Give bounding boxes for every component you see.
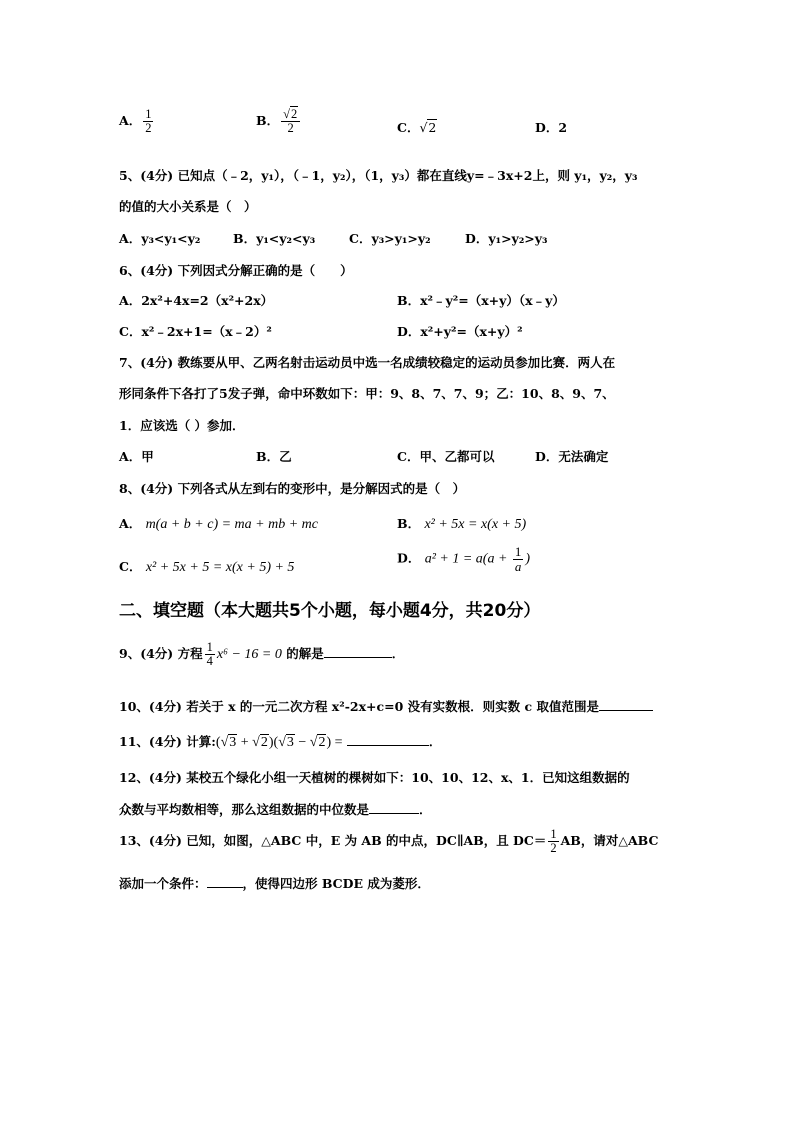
section-heading-fill-in: 二、填空题（本大题共5个小题，每小题4分，共20分） [119,601,541,621]
q12-answer-blank [369,801,419,814]
q5-number: 5、(4分) [119,168,174,183]
q13-line2: 添加一个条件： ，使得四边形 BCDE 成为菱形． [119,876,430,891]
q10-number: 10、(4分) [119,699,182,714]
q7-number: 7、(4分) [119,355,174,370]
q7-option-c: C．甲、乙都可以 [397,449,495,464]
q4-option-b: B． $\frac{√2}{2}$ [256,108,302,135]
q13-answer-blank [207,875,243,888]
q7-line1: 7、(4分) 教练要从甲、乙两名射击运动员中选一名成绩较稳定的运动员参加比赛．两人在 [119,355,616,370]
q11-answer-blank [347,733,429,746]
q6-option-b: B．x²﹣y²=（x+y）（x﹣y） [397,293,565,308]
q8-option-c: C． x² + 5x + 5 = x(x + 5) + 5 [119,559,295,575]
q5-option-a: A．y₃<y₁<y₂ [119,231,201,246]
q7-option-a: A．甲 [119,449,154,464]
q10-answer-blank [599,698,653,711]
q5-option-d: D．y₁>y₂>y₃ [465,231,548,246]
q4-options [119,108,155,135]
q9-fraction: $\frac{1}{4}$ [206,640,213,669]
q4-option-c: C．√2 [397,120,437,135]
q8-option-b: B． x² + 5x = x(x + 5) [397,516,527,532]
q6-option-d: D．x²+y²=（x+y）² [397,324,523,339]
q9-answer-blank [324,645,392,658]
q11-number: 11、(4分) [119,734,182,749]
q11-line: 11、(4分) 计算:(√3 + √2)(√3 − √2) = ． [119,734,442,750]
q4-option-a-label: A． [119,113,142,129]
q4-option-a-fraction: $\frac{1}{2}$ [145,107,152,136]
q7-option-d: D．无法确定 [535,449,609,464]
q13-number: 13、(4分) [119,833,182,849]
q12-number: 12、(4分) [119,770,182,785]
q6-stem: 6、(4分) 下列因式分解正确的是（ ） [119,263,353,278]
q8-number: 8、(4分) [119,481,174,496]
q8-option-a: A． m(a + b + c) = ma + mb + mc [119,516,318,532]
q4-option-d: D．2 [535,120,568,135]
q8-option-d-fraction: $\frac{1}{a}$ [514,544,522,574]
q9-equation: x⁶ − 16 = 0 [216,647,282,663]
q5-line1: 5、(4分) 已知点（﹣2，y₁），（﹣1，y₂），（1，y₃）都在直线y=﹣3x+2上，则 y₁，y₂，y₃ [119,168,638,183]
q8-option-a-expression: m(a + b + c) = ma + mb + mc [145,517,318,532]
q8-option-b-expression: x² + 5x = x(x + 5) [424,517,527,532]
q7-line3: 1．应该选（ ）参加． [119,418,245,433]
q8-option-d-expression: a² + 1 = a(a + [424,551,511,567]
q8-stem: 8、(4分) 下列各式从左到右的变形中，是分解因式的是（ ） [119,481,466,496]
q12-line2: 众数与平均数相等，那么这组数据的中位数是 ． [119,802,432,817]
q6-number: 6、(4分) [119,263,174,278]
q13-line1: 13、(4分) 已知，如图，△ABC 中，E 为 AB 的中点，DC∥AB，且 DC＝ $\frac{1}{2}$ AB，请对△ABC [119,827,659,856]
q4-option-b-fraction: $\frac{√2}{2}$ [281,108,300,135]
q6-option-c: C．x²﹣2x+1=（x﹣2）² [119,324,272,339]
q6-option-a: A．2x²+4x=2（x²+2x） [119,293,274,308]
q12-line1: 12、(4分) 某校五个绿化小组一天植树的棵树如下：10、10、12、x、1．已知这组数据的 [119,770,630,785]
q5-option-b: B．y₁<y₂<y₃ [233,231,316,246]
q11-expression: (√3 + √2)(√3 − √2) = [215,735,343,750]
q5-line2: 的值的大小关系是（ ） [119,199,257,214]
q10-line: 10、(4分) 若关于 x 的一元二次方程 x²-2x+c=0 没有实数根．则实数 c 取值范围是 [119,697,653,715]
q9-line: 9、(4分) 方程 $\frac{1}{4}$ x⁶ − 16 = 0 的解是 ． [119,640,405,669]
q8-option-c-expression: x² + 5x + 5 = x(x + 5) + 5 [145,560,295,575]
q13-fraction: $\frac{1}{2}$ [550,827,557,856]
q9-number: 9、(4分) [119,646,174,662]
q5-option-c: C．y₃>y₁>y₂ [349,231,431,246]
q8-option-d: D． a² + 1 = a(a + $\frac{1}{a}$ ) [397,544,531,574]
q7-option-b: B．乙 [256,449,292,464]
q7-line2: 形同条件下各打了5发子弹，命中环数如下：甲：9、8、7、7、9；乙：10、8、9、7、 [119,386,615,401]
